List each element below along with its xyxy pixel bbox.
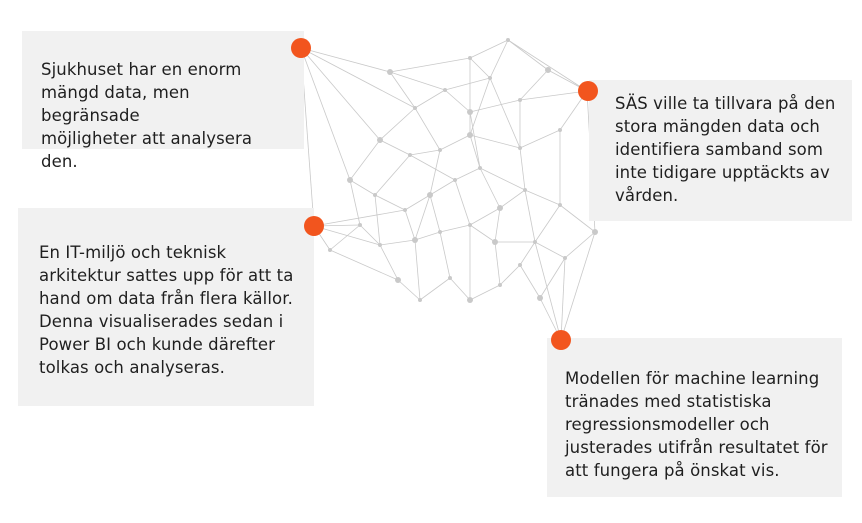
network-edge: [350, 180, 375, 195]
network-edge: [455, 168, 480, 180]
network-edge: [450, 278, 470, 300]
network-edge: [525, 190, 560, 205]
network-edge: [350, 140, 380, 180]
network-node: [523, 188, 527, 192]
network-edge: [445, 90, 470, 112]
marker-dot-step-3: [304, 216, 324, 236]
network-node: [506, 38, 510, 42]
network-edge: [535, 242, 565, 258]
network-edge: [508, 40, 548, 70]
marker-dot-step-2: [578, 81, 598, 101]
network-edge: [330, 225, 360, 250]
network-node: [347, 177, 353, 183]
network-edge: [535, 205, 560, 242]
marker-dot-step-4: [551, 330, 571, 350]
network-node: [395, 277, 401, 283]
info-card-it-architecture: En IT-miljö och teknisk arkitektur sattes upp för att ta hand om data från flera källor. Denna visualiserades sedan i Power BI och kunde därefter tolkas och analyseras.: [18, 208, 314, 406]
network-node: [498, 283, 502, 287]
network-edge: [440, 232, 450, 278]
network-node: [377, 137, 383, 143]
network-edge: [525, 190, 535, 242]
network-edge: [535, 242, 561, 340]
network-node: [328, 248, 332, 252]
network-node: [468, 223, 472, 227]
network-edge: [540, 258, 565, 298]
network-node: [448, 276, 452, 280]
network-edge: [495, 242, 500, 285]
network-edge: [375, 195, 405, 210]
network-edge: [520, 91, 587, 100]
network-edge: [480, 168, 525, 190]
network-edge: [380, 245, 398, 280]
marker-dot-step-1: [291, 38, 311, 58]
network-edge: [330, 250, 398, 280]
network-node: [563, 256, 567, 260]
network-node: [427, 192, 433, 198]
network-edge: [405, 210, 415, 240]
network-edge: [520, 148, 525, 190]
network-edge: [380, 108, 415, 140]
network-node: [358, 223, 362, 227]
network-node: [412, 237, 418, 243]
network-node: [467, 297, 473, 303]
network-edge: [380, 140, 410, 155]
network-node: [453, 178, 457, 182]
network-node: [558, 128, 562, 132]
network-edge: [470, 285, 500, 300]
network-node: [537, 295, 543, 301]
network-node: [497, 205, 503, 211]
network-edge: [490, 40, 508, 78]
info-card-goal: SÄS ville ta tillvara på den stora mängden data och identifiera samband som inte tidigare upptäckts av vården.: [589, 80, 852, 221]
info-card-machine-learning: Modellen för machine learning tränades med statistiska regressionsmodeller och justerades utifrån resultatet för att fungera på önskat vis.: [547, 338, 842, 497]
network-edge: [561, 232, 595, 340]
network-node: [413, 106, 417, 110]
network-edge: [470, 208, 500, 225]
network-edge: [490, 78, 520, 148]
network-edge: [415, 108, 440, 150]
network-node: [468, 56, 472, 60]
network-edge: [445, 78, 490, 90]
network-edge: [480, 168, 500, 208]
network-node: [408, 153, 412, 157]
network-node: [558, 203, 562, 207]
network-node: [467, 132, 473, 138]
network-node: [545, 67, 551, 73]
network-node: [438, 148, 442, 152]
network-edge: [301, 48, 380, 140]
network-edge: [415, 195, 430, 240]
info-card-data-volume: Sjukhuset har en enorm mängd data, men begränsade möjligheter att analysera den.: [22, 31, 304, 149]
network-node: [438, 230, 442, 234]
network-edge: [440, 135, 470, 150]
network-edge: [470, 78, 490, 135]
network-edge: [508, 40, 587, 91]
network-node: [403, 208, 407, 212]
network-node: [492, 239, 498, 245]
network-edge: [301, 48, 415, 108]
network-edge: [520, 130, 560, 148]
network-edge: [440, 225, 470, 232]
network-edge: [405, 195, 430, 210]
network-node: [592, 229, 598, 235]
network-edge: [350, 180, 360, 225]
network-node: [418, 298, 422, 302]
network-edge: [415, 232, 440, 240]
network-edge: [470, 225, 495, 242]
network-edge: [398, 280, 420, 300]
network-edge: [430, 180, 455, 195]
network-edge: [375, 155, 410, 195]
network-edge: [500, 265, 520, 285]
network-edge: [420, 278, 450, 300]
network-node: [518, 263, 522, 267]
network-edge: [390, 72, 445, 90]
network-edge: [375, 195, 380, 245]
network-node: [467, 109, 473, 115]
network-edge: [390, 72, 415, 108]
network-node: [488, 76, 492, 80]
network-edge: [561, 258, 565, 340]
network-edge: [455, 180, 470, 225]
network-edge: [470, 40, 508, 58]
network-node: [387, 69, 393, 75]
network-edge: [410, 150, 440, 155]
network-edge: [380, 240, 415, 245]
network-node: [443, 88, 447, 92]
network-edge: [390, 58, 470, 72]
network-edge: [430, 150, 440, 195]
network-edge: [410, 155, 455, 180]
network-edge: [415, 240, 420, 300]
network-edge: [520, 70, 548, 100]
network-edge: [415, 90, 445, 108]
network-edge: [520, 265, 540, 298]
network-edge: [430, 195, 440, 232]
network-edge: [301, 48, 390, 72]
network-edge: [470, 58, 490, 78]
network-node: [518, 98, 522, 102]
network-edge: [500, 190, 525, 208]
network-node: [533, 240, 537, 244]
network-node: [518, 146, 522, 150]
network-edge: [495, 208, 500, 242]
network-edge: [470, 100, 520, 112]
network-edge: [470, 135, 520, 148]
network-edge: [520, 242, 535, 265]
network-node: [378, 243, 382, 247]
network-node: [373, 193, 377, 197]
network-edge: [301, 48, 350, 180]
network-node: [478, 166, 482, 170]
